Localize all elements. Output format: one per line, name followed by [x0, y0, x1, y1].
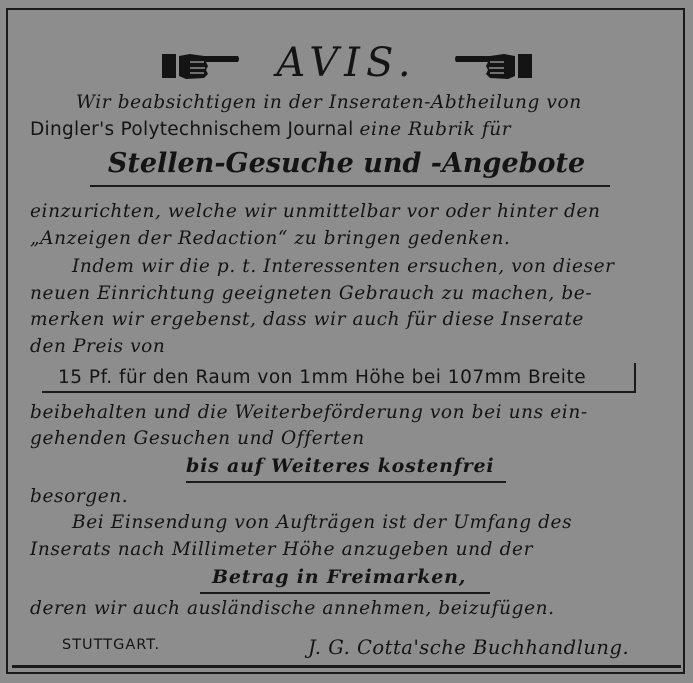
intro-line-1: Wir beabsichtigen in der Inseraten-Abtheilung von	[76, 92, 582, 113]
emphasis-stamps: Betrag in Freimarken,	[212, 566, 467, 588]
emphasis-free-underline	[186, 481, 506, 483]
para2-line-3: merken wir ergebenst, dass wir auch für diese Inserate	[30, 309, 584, 330]
place-name: STUTTGART.	[62, 637, 161, 653]
headline-underline	[90, 185, 610, 187]
para1-line-1: einzurichten, welche wir unmittelbar vor oder hinter den	[30, 201, 601, 222]
para4-line-2: Inserats nach Millimeter Höhe anzugeben und der	[30, 539, 534, 560]
para2-line-4: den Preis von	[30, 336, 166, 357]
para1-line-2: „Anzeigen der Redaction“ zu bringen gedenken.	[30, 228, 511, 249]
para3-line-2: gehenden Gesuchen und Offerten	[30, 428, 365, 449]
para4-line-1: Bei Einsendung von Aufträgen ist der Umfang des	[72, 512, 573, 533]
para3-line-3: besorgen.	[30, 486, 129, 507]
para3-line-1: beibehalten und die Weiterbeförderung von bei uns ein-	[30, 402, 588, 423]
para2-line-1: Indem wir die p. t. Interessenten ersuchen, von dieser	[72, 256, 615, 277]
emphasis-free: bis auf Weiteres kostenfrei	[186, 455, 495, 477]
publisher-name: J. G. Cotta'sche Buchhandlung.	[308, 636, 630, 659]
notice-title: AVIS.	[276, 40, 417, 86]
bottom-rule	[12, 665, 681, 668]
para4-line-3: deren wir auch ausländische annehmen, beizufügen.	[30, 598, 555, 619]
price-line: 15 Pf. für den Raum von 1mm Höhe bei 107mm Breite	[58, 367, 587, 388]
intro-line-2-rest: eine Rubrik für	[359, 119, 512, 140]
emphasis-stamps-underline	[200, 592, 490, 594]
para2-line-2: neuen Einrichtung geeigneten Gebrauch zu machen, be-	[30, 283, 593, 304]
journal-name: Dingler's Polytechnischem Journal	[30, 119, 354, 140]
intro-line-2	[30, 119, 511, 140]
headline: Stellen-Gesuche und -Angebote	[107, 148, 586, 179]
